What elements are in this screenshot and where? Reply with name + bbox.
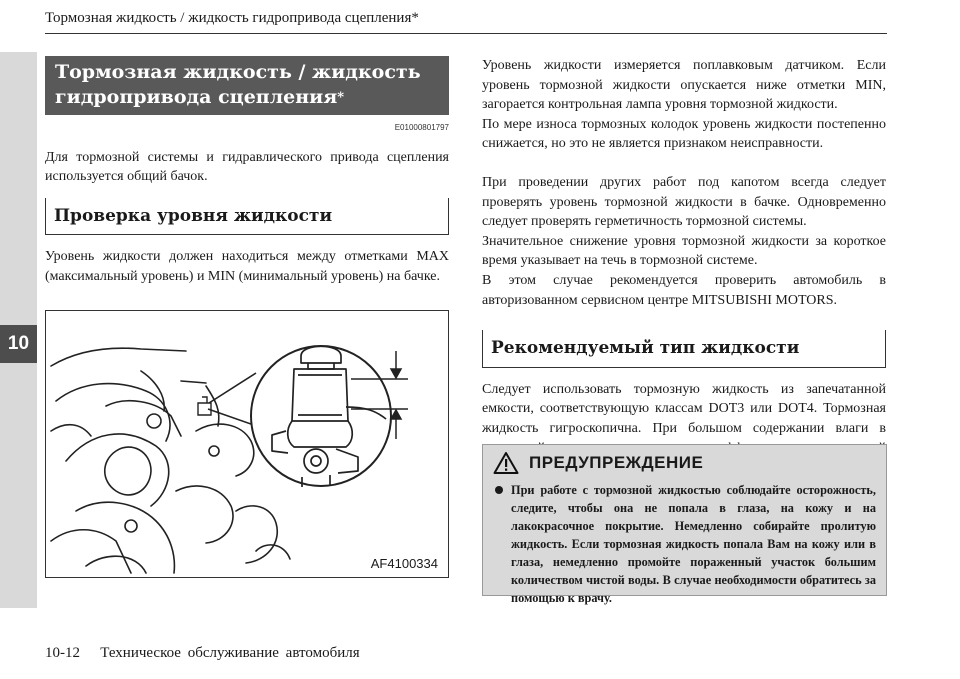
page-number: 10-12 [45, 645, 80, 661]
fluid-type-paragraph: Следует использовать тормозную жидкость из запечатанной емкости, соответствующую классам DOT3 или DOT4. Тормозная жидкость гигроскопична. При большом содержании влаги в [482, 381, 886, 436]
warning-title: ПРЕДУПРЕЖДЕНИЕ [529, 453, 704, 472]
left-column [45, 56, 449, 287]
bullet-icon [495, 486, 503, 494]
main-title-text: Тормозная жидкость / жидкость гидропривода сцепления [55, 61, 421, 108]
leak-paragraph: Значительное снижение уровня тормозной жидкости за короткое время указывает на течь в тормозной системе. [482, 233, 886, 269]
page-footer [45, 645, 360, 662]
warning-body [483, 481, 886, 607]
float-sensor-paragraph: Уровень жидкости измеряется поплавковым датчиком. Если уровень тормозной жидкости опускается ниже отметки MIN, загорается контрольная лампа уровня тормозной жидкости. [482, 58, 886, 113]
right-column [482, 56, 886, 478]
running-header: Тормозная жидкость / жидкость гидропривода сцепления* [45, 10, 419, 26]
type-section-heading: Рекомендуемый тип жидкости [482, 330, 886, 368]
pad-wear-paragraph: По мере износа тормозных колодок уровень жидкости постепенно снижается, но это не является признаком неисправности. [482, 116, 886, 152]
intro-paragraph: Для тормозной системы и гидравлического привода сцепления используется общий бачок. [45, 149, 449, 185]
main-title [45, 56, 449, 115]
title-asterisk: * [337, 90, 345, 105]
figure-code: AF4100334 [370, 556, 438, 571]
doc-code: E01000801797 [394, 123, 449, 132]
service-center-paragraph: В этом случае рекомендуется проверить автомобиль в авторизованном сервисном центре MITSUBISHI MOTORS. [482, 272, 886, 308]
warning-box [482, 444, 887, 605]
warning-header [483, 445, 886, 481]
warning-triangle-icon [493, 451, 519, 475]
footer-section-name: Техническое обслуживание автомобиля [100, 645, 360, 661]
header-rule [45, 33, 887, 34]
chapter-number: 10 [7, 333, 30, 354]
check-under-hood-paragraph: При проведении других работ под капотом всегда следует проверять уровень тормозной жидкости в бачке. Одновременно следует проверять герметичность тормозной системы. [482, 174, 886, 230]
engine-bay-illustration [45, 310, 449, 578]
check-section-heading: Проверка уровня жидкости [45, 198, 449, 236]
reservoir-illustration-svg [46, 311, 448, 577]
chapter-tab [0, 325, 37, 363]
warning-text: При работе с тормозной жидкостью соблюдайте осторожность, следите, чтобы она не попала в глаза, на кожу и на лакокрасочное покрытие. Немедленно собирайте пролитую жидкость. Если тормозная жидкость попала Вам на кожу или в глаза, немедленно промойте пораженный участок большим количеством чистой воды. В случае необходимости обратитесь за помощью к врачу. [511, 483, 876, 605]
check-paragraph: Уровень жидкости должен находиться между отметками MAX (максимальный уровень) и MIN (минимальный уровень) на бачке. [45, 249, 449, 284]
